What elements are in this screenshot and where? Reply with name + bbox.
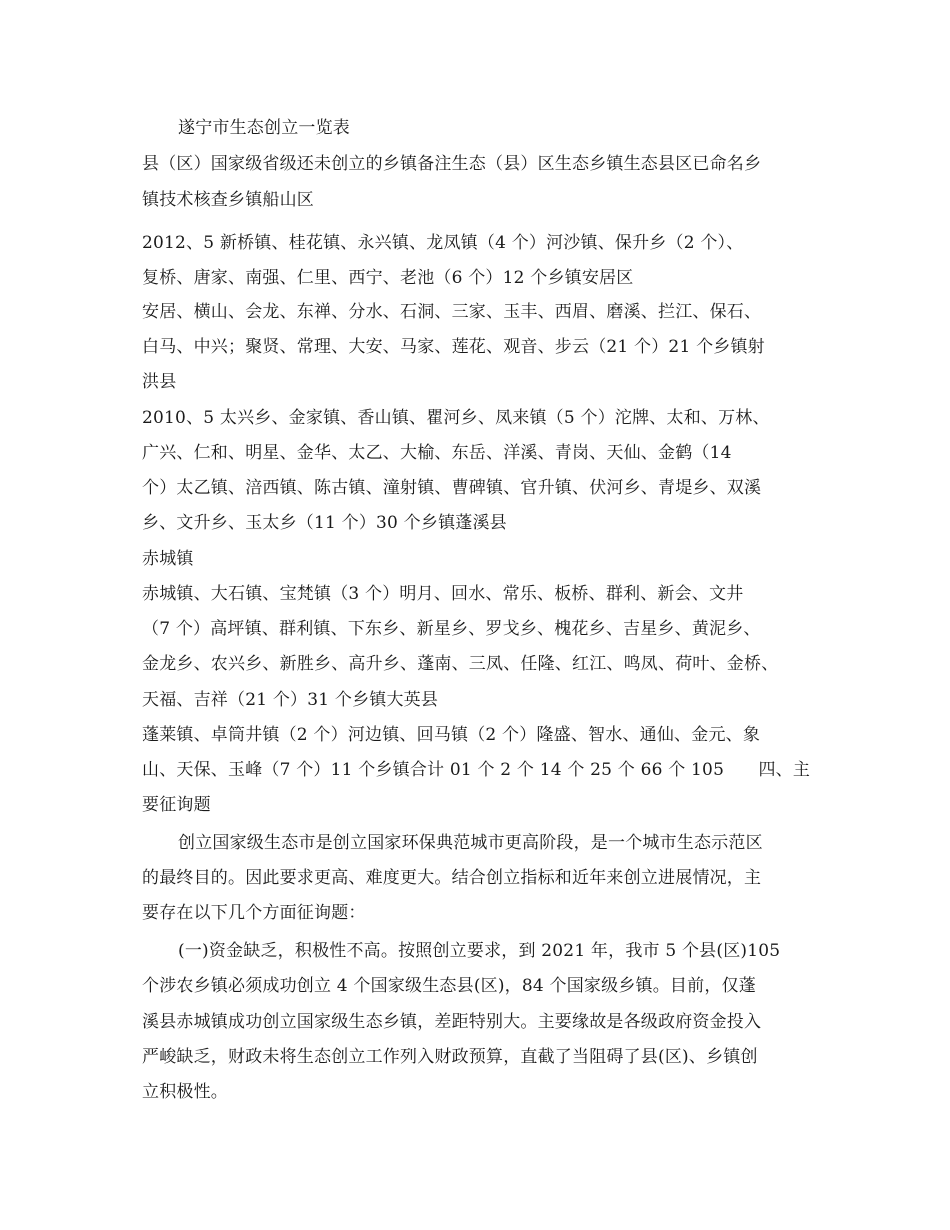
table-row-text: 金龙乡、农兴乡、新胜乡、高升乡、蓬南、三凤、任隆、红江、鸣凤、荷叶、金桥、: [142, 654, 779, 674]
table-title: 遂宁市生态创立一览表: [178, 118, 350, 138]
table-row-text: 广兴、仁和、明星、金华、太乙、大榆、东岳、洋溪、青岗、天仙、金鹤（14: [142, 443, 732, 463]
paragraph-line: 创立国家级生态市是创立国家环保典范城市更高阶段，是一个城市生态示范区: [178, 833, 763, 853]
table-row-text: 安居、横山、会龙、东禅、分水、石洞、三家、玉丰、西眉、磨溪、拦江、保石、: [142, 302, 762, 322]
table-row-text: 乡、文升乡、玉太乡（11 个）30 个乡镇蓬溪县: [142, 513, 507, 533]
table-row-text: 洪县: [142, 372, 177, 392]
table-row-text: 赤城镇、大石镇、宝梵镇（3 个）明月、回水、常乐、板桥、群利、新会、文井: [142, 584, 744, 604]
table-row-text: （7 个）高坪镇、群利镇、下东乡、新星乡、罗戈乡、槐花乡、吉星乡、黄泥乡、: [142, 619, 761, 639]
table-header-line: 县（区）国家级省级还未创立的乡镇备注生态（县）区生态乡镇生态县区已命名乡: [142, 154, 762, 174]
table-row-text: 复桥、唐家、南强、仁里、西宁、老池（6 个）12 个乡镇安居区: [142, 268, 634, 288]
table-row-text: 2010、5 太兴乡、金家镇、香山镇、瞿河乡、凤来镇（5 个）沱牌、太和、万林、: [142, 408, 770, 428]
table-row-text: 山、天保、玉峰（7 个）11 个乡镇合计 01 个 2 个 14 个 25 个 66 个 105 四、主: [142, 760, 811, 780]
table-row-text: 天福、吉祥（21 个）31 个乡镇大英县: [142, 690, 439, 710]
paragraph-line: 要存在以下几个方面征询题：: [142, 903, 366, 923]
paragraph-line: 立积极性。: [142, 1082, 228, 1102]
paragraph-line: 溪县赤城镇成功创立国家级生态乡镇，差距特别大。主要缘故是各级政府资金投入: [142, 1012, 762, 1032]
table-row-text: 赤城镇: [142, 549, 194, 569]
table-header-line: 镇技术核查乡镇船山区: [142, 190, 314, 210]
paragraph-line: 个涉农乡镇必须成功创立 4 个国家级生态县(区)，84 个国家级乡镇。目前，仅蓬: [142, 976, 756, 996]
paragraph-line: 的最终目的。因此要求更高、难度更大。结合创立指标和近年来创立进展情况，主: [142, 868, 762, 888]
paragraph-line: (一)资金缺乏，积极性不高。按照创立要求，到 2021 年，我市 5 个县(区)105: [178, 941, 781, 961]
table-row-text: 个）太乙镇、涪西镇、陈古镇、潼射镇、曹碑镇、官升镇、伏河乡、青堤乡、双溪: [142, 478, 762, 498]
section-heading: 要征询题: [142, 795, 211, 815]
paragraph-line: 严峻缺乏，财政未将生态创立工作列入财政预算，直截了当阻碍了县(区)、乡镇创: [142, 1047, 758, 1067]
table-row-text: 白马、中兴；聚贤、常理、大安、马家、莲花、观音、步云（21 个）21 个乡镇射: [142, 337, 765, 357]
table-row-text: 蓬莱镇、卓筒井镇（2 个）河边镇、回马镇（2 个）隆盛、智水、通仙、金元、象: [142, 725, 761, 745]
table-row-text: 2012、5 新桥镇、桂花镇、永兴镇、龙凤镇（4 个）河沙镇、保升乡（2 个）、: [142, 233, 744, 253]
